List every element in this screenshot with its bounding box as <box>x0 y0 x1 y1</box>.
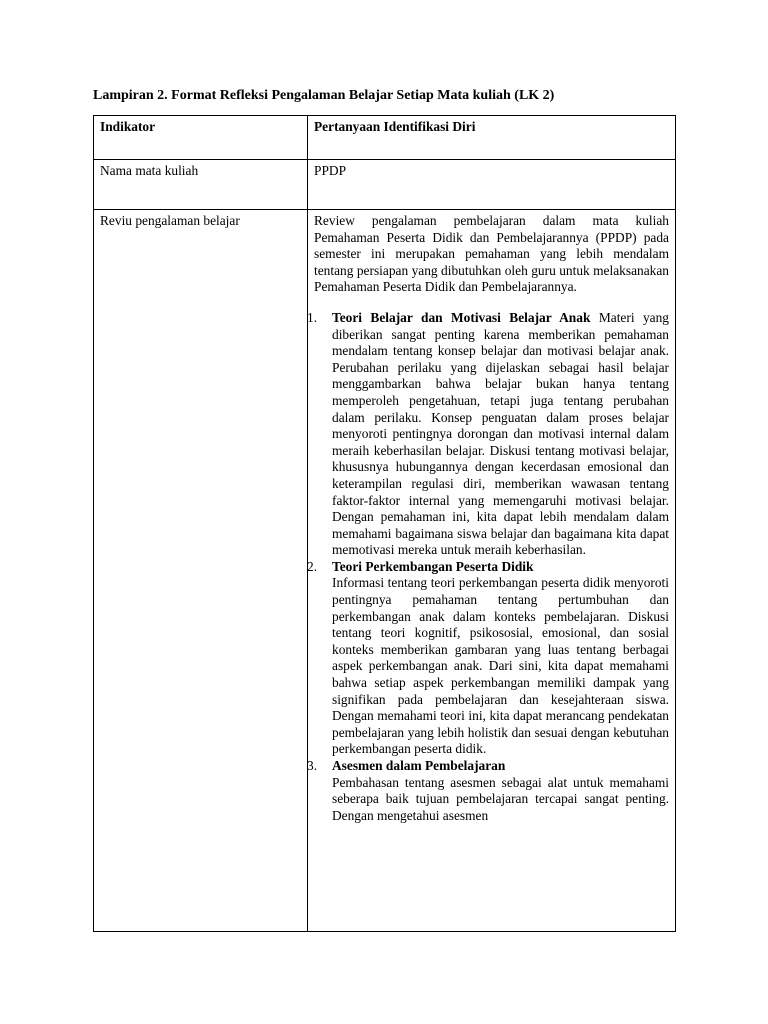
table-row <box>94 210 676 932</box>
course-label: Nama mata kuliah <box>94 160 308 210</box>
list-item <box>307 558 669 758</box>
list-number: 3. <box>307 758 318 773</box>
table-header-row <box>94 116 676 160</box>
topic-heading: Asesmen dalam Pembelajaran <box>332 758 506 773</box>
document-title: Lampiran 2. Format Refleksi Pengalaman Belajar Setiap Mata kuliah (LK 2) <box>93 88 555 103</box>
course-value: PPDP <box>308 160 676 210</box>
review-content <box>308 210 676 932</box>
header-indicator: Indikator <box>94 116 308 160</box>
topic-heading: Teori Perkembangan Peserta Didik <box>332 558 534 574</box>
topic-list <box>307 309 669 824</box>
topic-text: Pembahasan tentang asesmen sebagai alat untuk memahami seberapa baik tujuan pembelajaran tercapai sangat penting. Dengan mengetahui asesmen <box>332 774 669 823</box>
topic-text: Materi yang diberikan sangat penting karena memberikan pemahaman mendalam tentang konsep belajar dan motivasi belajar anak. Perubahan perilaku yang dijelaskan sebagai hasil belajar menggambarkan bahwa belajar bukan hanya tentang memperoleh pengetahuan, tetapi juga tentang perubahan dalam perilaku. Konsep penguatan dalam proses belajar menyoroti pentingnya dorongan dan motivasi internal dalam meraih keberhasilan belajar. Diskusi tentang motivasi belajar, khususnya hubungannya dengan kecerdasan emosional dan keterampilan regulasi diri, memberikan wawasan tentang faktor-faktor internal yang memengaruhi motivasi belajar. Dengan pemahaman ini, kita dapat lebih mendalam dalam memahami bagaimana siswa belajar dan bagaimana kita dapat memotivasi mereka untuk meraih keberhasilan. <box>332 309 669 558</box>
header-question: Pertanyaan Identifikasi Diri <box>308 116 676 160</box>
review-label: Reviu pengalaman belajar <box>94 210 308 932</box>
table-row <box>94 160 676 210</box>
review-intro: Review pengalaman pembelajaran dalam mata kuliah Pemahaman Peserta Didik dan Pembelajarannya (PPDP) pada semester ini merupakan pemahaman yang lebih mendalam tentang persiapan yang dibutuhkan oleh guru untuk melaksanakan Pemahaman Peserta Didik dan Pembelajarannya. <box>314 213 669 295</box>
topic-heading: Teori Belajar dan Motivasi Belajar Anak <box>332 309 591 325</box>
topic-text: Informasi tentang teori perkembangan peserta didik menyoroti pentingnya pemahaman tentang pertumbuhan dan perkembangan anak dalam konteks pembelajaran. Diskusi tentang teori kognitif, psikososial, emosional, dan sosial konteks memberikan gambaran yang luas tentang berbagai aspek perkembangan anak. Dari sini, kita dapat memahami bahwa setiap aspek perkembangan memiliki dampak yang signifikan pada pembelajaran dan kesejahteraan siswa. Dengan memahami teori ini, kita dapat merancang pendekatan pembelajaran yang lebih holistik dan sesuai dengan kebutuhan perkembangan peserta didik. <box>332 575 669 757</box>
list-item <box>307 309 669 559</box>
list-number: 2. <box>307 558 318 574</box>
list-number: 1. <box>307 309 318 325</box>
list-item <box>307 758 669 824</box>
reflection-table <box>93 115 676 932</box>
